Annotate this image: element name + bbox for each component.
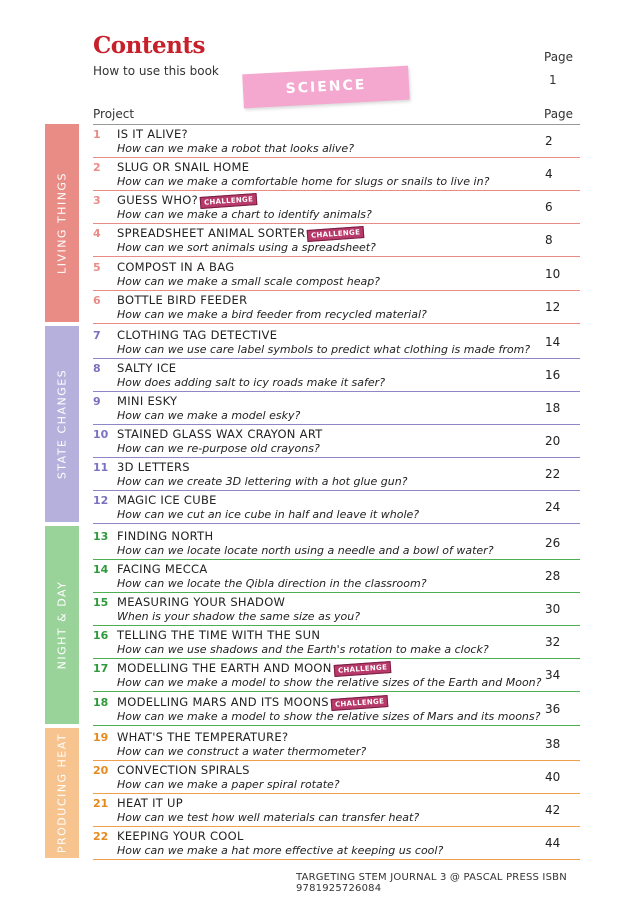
project-title	[117, 427, 323, 441]
project-question: How can we use care label symbols to predict what clothing is made from?	[117, 343, 531, 356]
project-number: 8	[93, 362, 101, 375]
project-question: When is your shadow the same size as you?	[117, 610, 361, 623]
project-title-text: COMPOST IN A BAG	[117, 260, 235, 274]
contents-row[interactable]	[93, 593, 580, 626]
project-question: How can we re-purpose old crayons?	[117, 442, 320, 455]
row-divider	[93, 523, 580, 524]
contents-row[interactable]	[93, 158, 580, 191]
section-night-day	[45, 526, 79, 724]
project-question: How can we make a model esky?	[117, 409, 301, 422]
project-number: 10	[93, 428, 109, 441]
project-number: 19	[93, 731, 109, 744]
contents-row[interactable]	[93, 425, 580, 458]
contents-row[interactable]	[93, 827, 580, 860]
project-question: How can we make a comfortable home for slugs or snails to live in?	[117, 175, 490, 188]
project-question: How can we sort animals using a spreadsheet?	[117, 241, 376, 254]
project-title	[117, 695, 388, 709]
contents-row[interactable]	[93, 291, 580, 324]
how-to-link[interactable]: How to use this book	[93, 64, 219, 78]
project-number: 20	[93, 764, 109, 777]
project-title	[117, 260, 234, 274]
project-number: 21	[93, 797, 109, 810]
project-number: 22	[93, 830, 109, 843]
project-question: How can we cut an ice cube in half and leave it whole?	[117, 508, 420, 521]
contents-row[interactable]	[93, 491, 580, 524]
project-title	[117, 796, 183, 810]
page-number: 8	[545, 233, 553, 247]
project-number: 16	[93, 629, 109, 642]
project-title-text: 3D LETTERS	[117, 460, 190, 474]
project-question: How can we construct a water thermometer?	[117, 745, 367, 758]
page-number: 14	[545, 335, 561, 349]
project-question: How can we locate the Qibla direction in the classroom?	[117, 577, 427, 590]
contents-row[interactable]	[93, 693, 580, 726]
project-question: How can we make a paper spiral rotate?	[117, 778, 340, 791]
row-divider	[93, 859, 580, 860]
project-question: How can we make a bird feeder from recycled material?	[117, 308, 427, 321]
contents-row[interactable]	[93, 626, 580, 659]
project-question: How can we test how well materials can transfer heat?	[117, 811, 420, 824]
project-number: 2	[93, 161, 101, 174]
project-title-text: SALTY ICE	[117, 361, 177, 375]
page-number: 2	[545, 134, 553, 148]
project-title	[117, 293, 247, 307]
project-number: 18	[93, 696, 109, 709]
project-title	[117, 193, 257, 207]
project-title-text: WHAT'S THE TEMPERATURE?	[117, 730, 289, 744]
project-title	[117, 730, 288, 744]
page-number: 12	[545, 300, 561, 314]
project-title-text: CONVECTION SPIRALS	[117, 763, 250, 777]
project-number: 9	[93, 395, 101, 408]
contents-row[interactable]	[93, 191, 580, 224]
science-banner: SCIENCE	[242, 66, 410, 109]
contents-row[interactable]	[93, 659, 580, 692]
page-number: 38	[545, 737, 561, 751]
project-title-text: GUESS WHO?	[117, 193, 199, 207]
project-number: 4	[93, 227, 101, 240]
page-number: 42	[545, 803, 561, 817]
contents-row[interactable]	[93, 458, 580, 491]
section-label: STATE CHANGES	[55, 368, 69, 480]
challenge-badge: CHALLENGE	[331, 695, 389, 711]
project-column-header: Project	[93, 107, 135, 121]
page-number: 26	[545, 536, 561, 550]
contents-row[interactable]	[93, 224, 580, 257]
project-title-text: STAINED GLASS WAX CRAYON ART	[117, 427, 323, 441]
challenge-badge: CHALLENGE	[200, 193, 258, 209]
project-question: How can we make a robot that looks alive?	[117, 142, 355, 155]
page-number: 24	[545, 500, 561, 514]
row-divider	[93, 256, 580, 257]
project-number: 3	[93, 194, 101, 207]
project-title-text: IS IT ALIVE?	[117, 127, 188, 141]
challenge-badge: CHALLENGE	[333, 661, 391, 677]
page-number: 10	[545, 267, 561, 281]
page-number: 36	[545, 702, 561, 716]
project-title-text: SPREADSHEET ANIMAL SORTER	[117, 226, 306, 240]
project-title-text: KEEPING YOUR COOL	[117, 829, 244, 843]
page-number: 20	[545, 434, 561, 448]
section-state-changes	[45, 326, 79, 522]
project-title-text: MINI ESKY	[117, 394, 178, 408]
challenge-badge: CHALLENGE	[307, 226, 365, 242]
section-producing-heat	[45, 728, 79, 858]
project-number: 5	[93, 261, 101, 274]
how-to-page-number: 1	[549, 73, 557, 87]
project-title-text: CLOTHING TAG DETECTIVE	[117, 328, 278, 342]
project-title-text: MEASURING YOUR SHADOW	[117, 595, 286, 609]
page-number: 30	[545, 602, 561, 616]
page-column-header: Page	[544, 107, 574, 121]
contents-row[interactable]	[93, 794, 580, 827]
project-question: How can we make a hat more effective at keeping us cool?	[117, 844, 444, 857]
page-number: 6	[545, 200, 553, 214]
project-question: How can we use shadows and the Earth's rotation to make a clock?	[117, 643, 489, 656]
page-title: Contents	[93, 32, 205, 59]
footer-credit: TARGETING STEM JOURNAL 3 @ PASCAL PRESS ISBN 9781925726084	[296, 872, 567, 894]
project-title-text: TELLING THE TIME WITH THE SUN	[117, 628, 321, 642]
project-question: How can we make a model to show the relative sizes of Mars and its moons?	[117, 710, 541, 723]
project-number: 7	[93, 329, 101, 342]
contents-row[interactable]	[93, 728, 580, 761]
contents-row[interactable]	[93, 527, 580, 560]
project-title	[117, 394, 177, 408]
project-question: How can we create 3D lettering with a hot glue gun?	[117, 475, 408, 488]
project-title	[117, 529, 213, 543]
project-title-text: MODELLING MARS AND ITS MOONS	[117, 695, 329, 709]
contents-row[interactable]	[93, 125, 580, 158]
contents-row[interactable]	[93, 392, 580, 425]
project-title	[117, 763, 250, 777]
project-number: 14	[93, 563, 109, 576]
project-title	[117, 562, 208, 576]
project-number: 13	[93, 530, 109, 543]
project-number: 1	[93, 128, 101, 141]
project-question: How can we make a chart to identify animals?	[117, 208, 372, 221]
row-divider	[93, 691, 580, 692]
project-title-text: FACING MECCA	[117, 562, 208, 576]
section-label: NIGHT & DAY	[55, 580, 69, 670]
project-number: 6	[93, 294, 101, 307]
project-title	[117, 661, 391, 675]
project-title	[117, 160, 249, 174]
page-number: 40	[545, 770, 561, 784]
contents-row[interactable]	[93, 359, 580, 392]
project-question: How can we make a model to show the relative sizes of the Earth and Moon?	[117, 676, 542, 689]
page-number: 18	[545, 401, 561, 415]
page-header-label: Page	[544, 50, 574, 64]
project-title-text: MODELLING THE EARTH AND MOON	[117, 661, 332, 675]
project-number: 15	[93, 596, 109, 609]
project-title	[117, 460, 190, 474]
project-title-text: BOTTLE BIRD FEEDER	[117, 293, 248, 307]
project-title-text: MAGIC ICE CUBE	[117, 493, 217, 507]
section-label: LIVING THINGS	[55, 172, 69, 274]
project-question: How can we locate locate north using a needle and a bowl of water?	[117, 544, 494, 557]
project-title	[117, 493, 217, 507]
page-number: 34	[545, 668, 561, 682]
project-title	[117, 361, 176, 375]
page-number: 4	[545, 167, 553, 181]
page-number: 22	[545, 467, 561, 481]
page-number: 44	[545, 836, 561, 850]
page-number: 28	[545, 569, 561, 583]
contents-row[interactable]	[93, 560, 580, 593]
contents-row[interactable]	[93, 761, 580, 794]
row-divider	[93, 725, 580, 726]
project-title	[117, 226, 365, 240]
contents-row[interactable]	[93, 258, 580, 291]
project-title	[117, 595, 285, 609]
project-question: How does adding salt to icy roads make it safer?	[117, 376, 386, 389]
project-question: How can we make a small scale compost heap?	[117, 275, 381, 288]
project-title-text: SLUG OR SNAIL HOME	[117, 160, 250, 174]
project-title	[117, 127, 188, 141]
section-living-things	[45, 124, 79, 322]
project-number: 17	[93, 662, 109, 675]
project-title	[117, 829, 244, 843]
project-title-text: HEAT IT UP	[117, 796, 183, 810]
project-title	[117, 628, 320, 642]
section-label: PRODUCING HEAT	[55, 732, 69, 854]
project-number: 11	[93, 461, 109, 474]
row-divider	[93, 323, 580, 324]
contents-row[interactable]	[93, 326, 580, 359]
page-number: 32	[545, 635, 561, 649]
project-title-text: FINDING NORTH	[117, 529, 214, 543]
project-title	[117, 328, 277, 342]
page-number: 16	[545, 368, 561, 382]
project-number: 12	[93, 494, 109, 507]
